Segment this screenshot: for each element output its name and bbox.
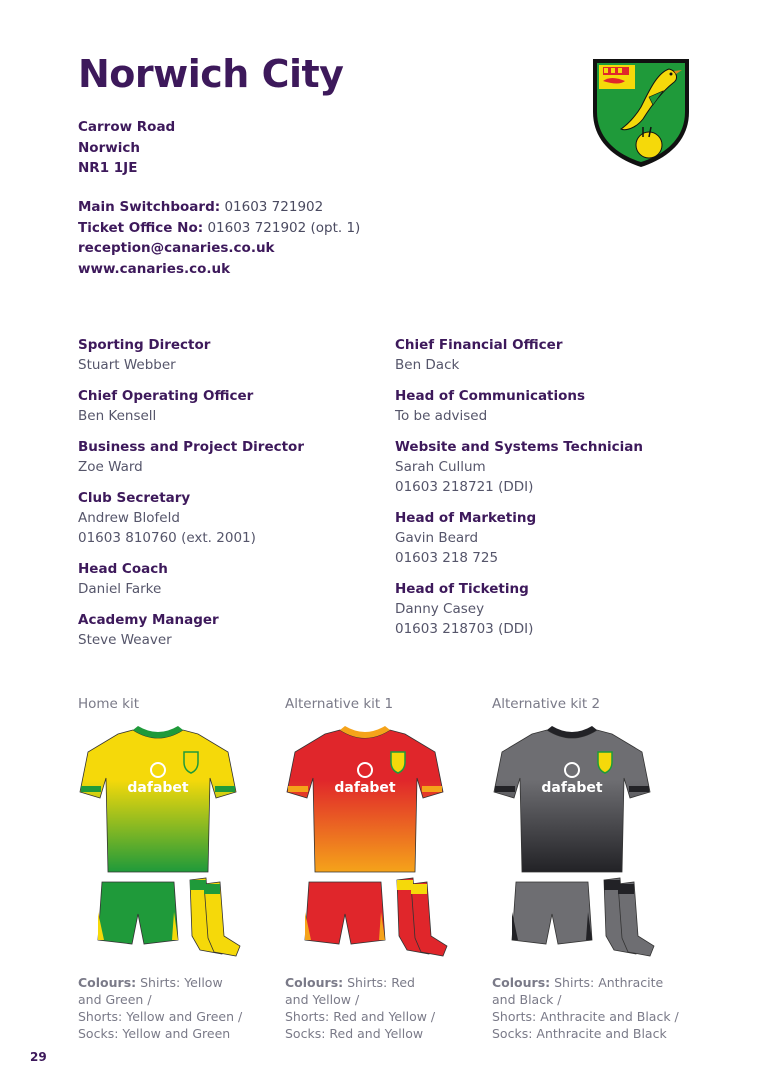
sleeve-cuff-right bbox=[629, 786, 649, 792]
staff-detail: Danny Casey bbox=[395, 601, 485, 617]
staff-entry bbox=[78, 386, 378, 426]
staff-role: Club Secretary bbox=[78, 490, 191, 506]
staff-entry bbox=[78, 559, 378, 599]
kit-desc-line: Socks: Red and Yellow bbox=[285, 1026, 424, 1041]
staff-detail: 01603 810760 (ext. 2001) bbox=[78, 530, 256, 546]
staff-column-right bbox=[395, 335, 695, 650]
norwich-city-crest-icon bbox=[591, 57, 691, 169]
club-address bbox=[78, 117, 175, 179]
sock-band bbox=[397, 880, 413, 890]
kit-desc-line: Shirts: Anthracite bbox=[554, 975, 664, 990]
kit-description bbox=[285, 974, 495, 1042]
staff-entry bbox=[395, 508, 695, 568]
sleeve-cuff-right bbox=[215, 786, 235, 792]
switchboard-number: 01603 721902 bbox=[224, 199, 324, 215]
contact-block bbox=[78, 197, 360, 279]
shirt-shape bbox=[494, 730, 650, 872]
ticket-office-row bbox=[78, 218, 360, 239]
staff-role: Website and Systems Technician bbox=[395, 439, 644, 455]
kit-description bbox=[78, 974, 288, 1042]
staff-detail: Andrew Blofeld bbox=[78, 510, 180, 526]
kit-alternative-2 bbox=[492, 696, 692, 1042]
website-link[interactable]: www.canaries.co.uk bbox=[78, 260, 231, 277]
shirt-shape bbox=[80, 730, 236, 872]
staff-detail: Ben Dack bbox=[395, 357, 460, 373]
sleeve-cuff-left bbox=[288, 786, 308, 792]
staff-entry bbox=[395, 437, 695, 497]
staff-role: Chief Financial Officer bbox=[395, 337, 563, 353]
staff-detail: 01603 218721 (DDI) bbox=[395, 479, 534, 495]
shorts-shape bbox=[98, 882, 178, 944]
staff-detail: Daniel Farke bbox=[78, 581, 162, 597]
email-link[interactable]: reception@canaries.co.uk bbox=[78, 240, 275, 256]
kit-illustration bbox=[285, 722, 455, 962]
kit-desc-line: Socks: Yellow and Green bbox=[78, 1026, 231, 1041]
sock-band bbox=[604, 880, 620, 890]
sponsor-text: dafabet bbox=[334, 780, 396, 796]
address-line: Carrow Road bbox=[78, 119, 176, 135]
switchboard-label: Main Switchboard: bbox=[78, 199, 221, 215]
colours-label: Colours: bbox=[78, 975, 137, 990]
kit-desc-line: Shirts: Red bbox=[347, 975, 415, 990]
staff-entry bbox=[395, 386, 695, 426]
staff-detail: Sarah Cullum bbox=[395, 459, 486, 475]
kit-alternative-1 bbox=[285, 696, 485, 1042]
staff-role: Head of Communications bbox=[395, 388, 586, 404]
kit-desc-line: and Black / bbox=[492, 992, 562, 1007]
kit-desc-line: Socks: Anthracite and Black bbox=[492, 1026, 667, 1041]
staff-role: Head of Marketing bbox=[395, 510, 537, 526]
sponsor-text: dafabet bbox=[127, 780, 189, 796]
shirt-shape bbox=[287, 730, 443, 872]
staff-detail: Gavin Beard bbox=[395, 530, 479, 546]
staff-detail: Zoe Ward bbox=[78, 459, 143, 475]
kit-desc-line: Shirts: Yellow bbox=[140, 975, 223, 990]
club-badge-icon bbox=[184, 752, 198, 773]
sponsor-text: dafabet bbox=[541, 780, 603, 796]
kit-description bbox=[492, 974, 702, 1042]
staff-detail: 01603 218703 (DDI) bbox=[395, 621, 534, 637]
kit-home bbox=[78, 696, 278, 1042]
staff-entry bbox=[78, 488, 378, 548]
sock-band bbox=[618, 884, 634, 894]
kit-title: Alternative kit 1 bbox=[285, 696, 394, 712]
staff-entry bbox=[395, 579, 695, 639]
kit-illustration bbox=[78, 722, 248, 962]
staff-role: Head of Ticketing bbox=[395, 581, 529, 597]
kit-title: Home kit bbox=[78, 696, 140, 712]
staff-detail: 01603 218 725 bbox=[395, 550, 499, 566]
sock-band bbox=[204, 884, 220, 894]
staff-role: Chief Operating Officer bbox=[78, 388, 254, 404]
switchboard-row bbox=[78, 197, 360, 218]
staff-role: Academy Manager bbox=[78, 612, 219, 628]
kit-illustration bbox=[492, 722, 662, 962]
staff-entry bbox=[78, 610, 378, 650]
ticket-office-number: 01603 721902 (opt. 1) bbox=[207, 219, 361, 236]
shorts-shape bbox=[512, 882, 592, 944]
sock-band bbox=[190, 880, 206, 890]
staff-column-left bbox=[78, 335, 378, 661]
colours-label: Colours: bbox=[285, 975, 344, 990]
staff-detail: To be advised bbox=[395, 408, 488, 424]
ticket-office-label: Ticket Office No: bbox=[78, 219, 204, 236]
sock-band bbox=[411, 884, 427, 894]
club-badge-icon bbox=[598, 752, 612, 773]
kit-desc-line: and Green / bbox=[78, 992, 152, 1007]
sleeve-cuff-left bbox=[495, 786, 515, 792]
staff-role: Head Coach bbox=[78, 561, 168, 577]
kit-desc-line: Shorts: Red and Yellow / bbox=[285, 1009, 436, 1024]
colours-label: Colours: bbox=[492, 975, 551, 990]
kit-desc-line: Shorts: Anthracite and Black / bbox=[492, 1009, 679, 1024]
shorts-shape bbox=[305, 882, 385, 944]
page-number: 29 bbox=[30, 1050, 47, 1064]
address-line: NR1 1JE bbox=[78, 160, 138, 176]
kit-desc-line: and Yellow / bbox=[285, 992, 360, 1007]
staff-role: Sporting Director bbox=[78, 337, 211, 353]
staff-entry bbox=[78, 335, 378, 375]
staff-entry bbox=[395, 335, 695, 375]
staff-detail: Ben Kensell bbox=[78, 408, 157, 424]
kit-desc-line: Shorts: Yellow and Green / bbox=[78, 1009, 243, 1024]
staff-detail: Stuart Webber bbox=[78, 357, 176, 373]
sleeve-cuff-right bbox=[422, 786, 442, 792]
staff-entry bbox=[78, 437, 378, 477]
kit-title: Alternative kit 2 bbox=[492, 696, 601, 712]
staff-role: Business and Project Director bbox=[78, 439, 304, 455]
staff-detail: Steve Weaver bbox=[78, 632, 172, 648]
club-badge-icon bbox=[391, 752, 405, 773]
page-title: Norwich City bbox=[78, 52, 344, 96]
address-line: Norwich bbox=[78, 139, 140, 156]
sleeve-cuff-left bbox=[81, 786, 101, 792]
